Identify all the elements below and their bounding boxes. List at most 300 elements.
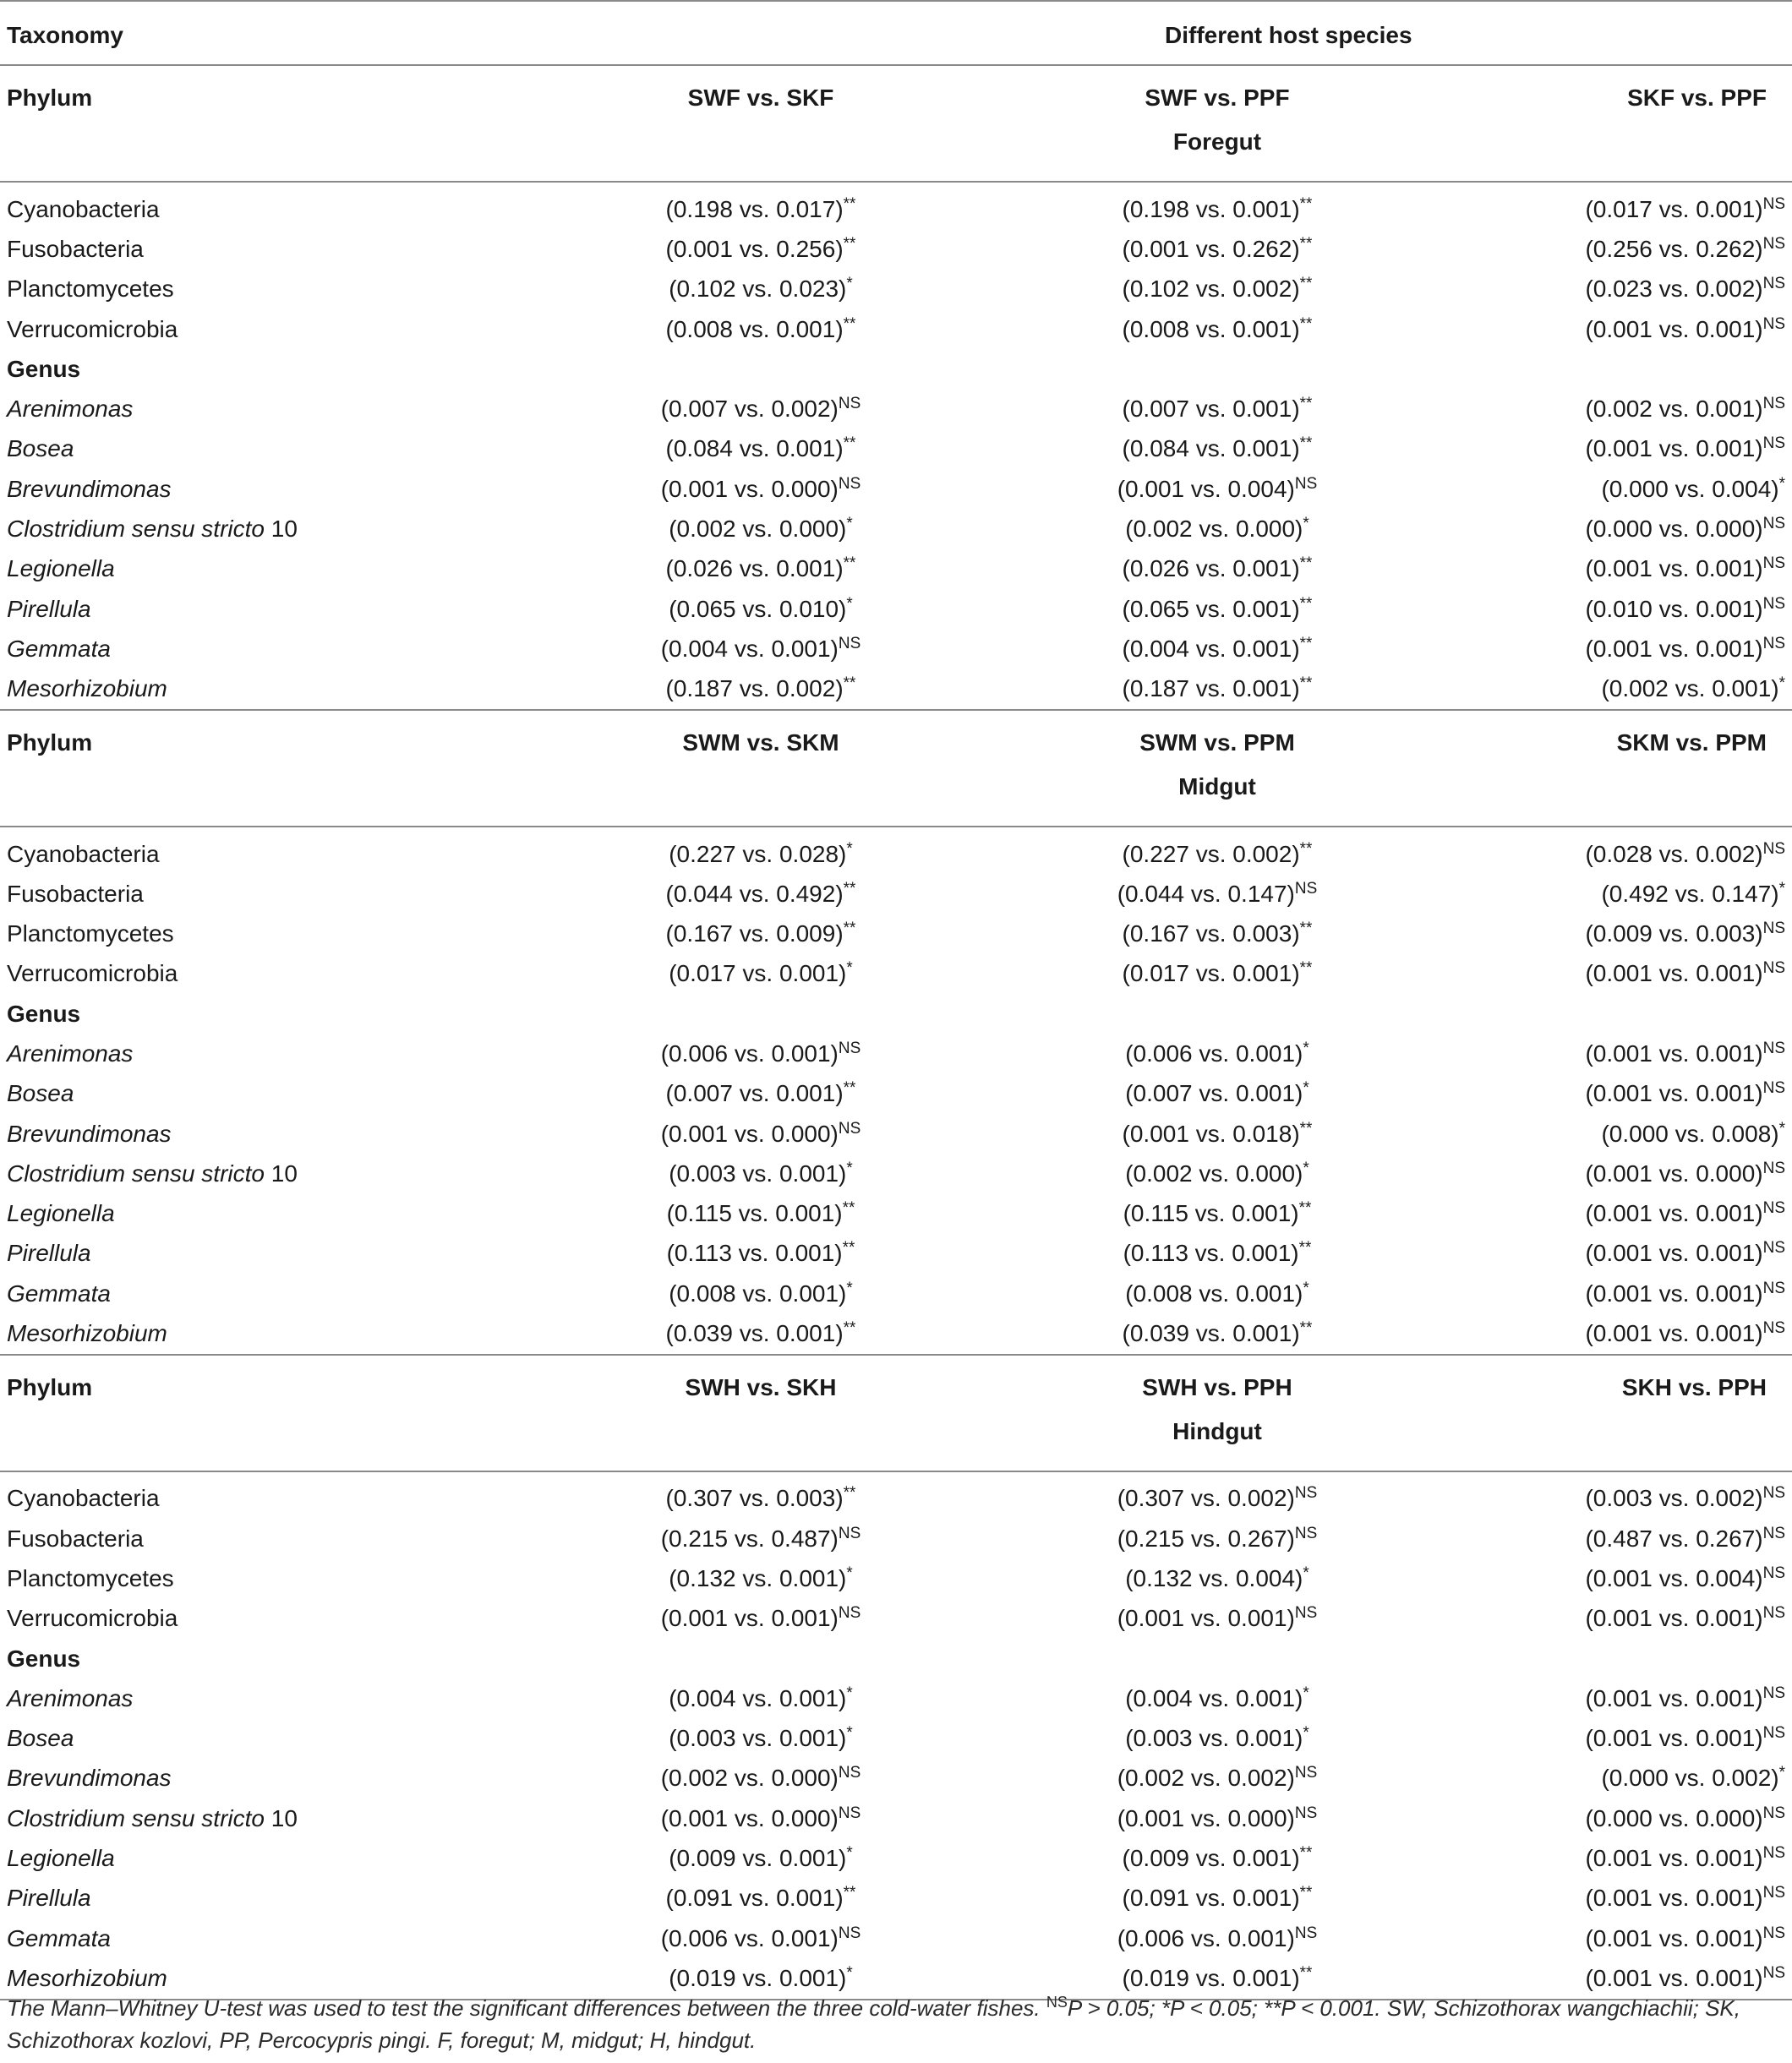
value-text: (0.003 vs. 0.001) [669,1725,847,1752]
comparison-1-value [541,1234,981,1274]
comparison-3-value [1454,389,1792,428]
comparison-2-value [981,1719,1454,1759]
comparison-2-label: SWF vs. PPF [981,65,1454,120]
significance-mark: NS [1762,1684,1785,1702]
value-text: (0.017 vs. 0.001) [1585,195,1763,222]
genus-name: Pirellula [7,595,91,622]
value-text: (0.000 vs. 0.000) [1585,516,1763,543]
significance-mark: * [846,1564,853,1582]
comparison-1-value [541,1313,981,1354]
empty-cell [1454,765,1792,827]
footnote-part2: P > 0.05; *P < 0.05; **P < 0.001. SW, Schizothorax wangchiachii; SK, Schizothorax kozlovi, PP, Percocypris pingi. F, foregut; M, midgut; H, hindgut. [7,1995,1740,2053]
spacer-row [0,827,1792,834]
value-text: (0.001 vs. 0.001) [1585,1280,1763,1307]
value-text: (0.009 vs. 0.001) [1122,1845,1300,1872]
genus-name-cell [0,1918,541,1958]
comparison-3-value [1454,229,1792,269]
significance-mark: * [1303,1039,1309,1057]
significance-mark: ** [843,314,856,333]
phylum-name: Verrucomicrobia [7,315,178,342]
value-text: (0.002 vs. 0.000) [1125,1160,1303,1187]
value-text: (0.017 vs. 0.001) [1122,960,1300,987]
significance-mark: NS [1762,1963,1785,1982]
value-text: (0.001 vs. 0.001) [1585,1885,1763,1912]
genus-name: Mesorhizobium [7,675,167,702]
significance-mark: ** [843,194,856,213]
comparison-3-value [1454,1074,1792,1114]
comparison-2-value [981,1519,1454,1558]
significance-mark: NS [1762,234,1785,253]
significance-mark: * [1303,1279,1309,1297]
value-text: (0.001 vs. 0.004) [1585,1564,1763,1591]
value-text: (0.215 vs. 0.487) [660,1525,839,1552]
value-text: (0.187 vs. 0.001) [1122,675,1300,702]
genus-name-cell [0,1798,541,1838]
value-text: (0.113 vs. 0.001) [1123,1240,1299,1267]
genus-name-cell [0,429,541,469]
comparison-1-value [541,429,981,469]
significance-mark: NS [1762,1524,1785,1542]
value-text: (0.003 vs. 0.001) [669,1160,847,1187]
table-row [0,309,1792,349]
value-text: (0.001 vs. 0.001) [1585,635,1763,662]
empty-cell [541,994,1792,1034]
phylum-name: Planctomycetes [7,920,174,947]
significance-mark: ** [1299,674,1313,693]
significance-mark: ** [1299,554,1313,573]
significance-mark: NS [1294,1924,1318,1942]
value-text: (0.002 vs. 0.002) [1117,1765,1295,1792]
value-text: (0.001 vs. 0.001) [660,1605,839,1632]
significance-mark: ** [843,1884,856,1902]
value-text: (0.007 vs. 0.002) [660,396,839,423]
table-body [0,1,1792,2002]
value-text: (0.091 vs. 0.001) [1122,1885,1300,1912]
comparison-3-value [1454,874,1792,914]
phylum-name: Fusobacteria [7,880,144,907]
comparison-3-value [1454,1719,1792,1759]
value-text: (0.001 vs. 0.001) [1585,1080,1763,1107]
significance-mark: ** [1299,1884,1313,1902]
genus-header-row [0,994,1792,1034]
table-row [0,1599,1792,1639]
table-row [0,1074,1792,1114]
comparison-1-value [541,1798,981,1838]
value-text: (0.003 vs. 0.001) [1125,1725,1303,1752]
section-header-row [0,710,1792,765]
genus-name: Bosea [7,1080,74,1107]
genus-name-cell [0,1838,541,1878]
value-text: (0.006 vs. 0.001) [1125,1040,1303,1067]
section-header-row [0,1355,1792,1410]
comparison-1-label: SWM vs. SKM [541,710,981,765]
value-text: (0.091 vs. 0.001) [665,1885,844,1912]
significance-mark: NS [1762,1039,1785,1057]
comparison-1-value [541,1759,981,1798]
significance-mark: ** [843,879,856,898]
value-text: (0.002 vs. 0.000) [669,516,847,543]
significance-mark: * [1303,1684,1309,1702]
comparison-1-value [541,189,981,229]
significance-mark: NS [1762,839,1785,858]
value-text: (0.001 vs. 0.004) [1117,475,1295,502]
comparison-3-value [1454,1234,1792,1274]
genus-name-suffix: 10 [264,1804,298,1831]
significance-mark: NS [1294,1804,1318,1822]
value-text: (0.006 vs. 0.001) [1117,1924,1295,1951]
comparison-1-label: SWH vs. SKH [541,1355,981,1410]
significance-mark: ** [1299,1319,1313,1338]
value-text: (0.102 vs. 0.023) [669,276,847,303]
empty-cell [541,765,981,827]
genus-name: Arenimonas [7,1684,134,1711]
significance-mark: * [846,959,853,978]
significance-mark: ** [843,434,856,453]
significance-mark: NS [838,634,861,652]
value-text: (0.115 vs. 0.001) [1123,1200,1299,1227]
significance-mark: NS [1762,275,1785,293]
comparison-3-value [1454,1678,1792,1718]
comparison-3-value [1454,270,1792,309]
comparison-2-value [981,1678,1454,1718]
spacer-row [0,1471,1792,1479]
significance-mark: ** [1299,395,1313,413]
value-text: (0.044 vs. 0.492) [665,880,844,907]
value-text: (0.001 vs. 0.000) [1117,1804,1295,1831]
significance-mark: NS [1762,515,1785,533]
comparison-2-value [981,1798,1454,1838]
comparison-3-value [1454,1599,1792,1639]
value-text: (0.008 vs. 0.001) [1125,1280,1303,1307]
comparison-3-value [1454,914,1792,953]
gut-label-row [0,765,1792,827]
comparison-2-value [981,1759,1454,1798]
comparison-1-value [541,1034,981,1073]
comparison-1-value [541,1678,981,1718]
table-row [0,1558,1792,1598]
significance-mark: NS [1762,194,1785,213]
significance-mark: NS [1762,1484,1785,1503]
table-row [0,954,1792,994]
table-row [0,1519,1792,1558]
value-text: (0.187 vs. 0.002) [665,675,844,702]
significance-mark: NS [1762,395,1785,413]
comparison-1-value [541,589,981,629]
significance-mark: NS [1294,1524,1318,1542]
comparison-1-value [541,549,981,589]
significance-mark: NS [1762,1844,1785,1863]
significance-mark: ** [1298,1199,1312,1218]
value-text: (0.006 vs. 0.001) [660,1924,839,1951]
phylum-name: Cyanobacteria [7,840,160,867]
genus-name-cell [0,629,541,669]
spacer-cell [0,1471,1792,1479]
value-text: (0.001 vs. 0.001) [1585,1240,1763,1267]
significance-mark: * [846,1159,853,1177]
value-text: (0.115 vs. 0.001) [666,1200,843,1227]
value-text: (0.492 vs. 0.147) [1601,880,1779,907]
significance-mark: ** [1299,434,1313,453]
significance-mark: ** [842,1199,855,1218]
value-text: (0.167 vs. 0.003) [1122,920,1300,947]
table-row [0,874,1792,914]
comparison-1-value [541,1194,981,1234]
significance-mark: NS [1762,1279,1785,1297]
comparison-3-value [1454,309,1792,349]
significance-mark: * [1303,1079,1309,1098]
value-text: (0.113 vs. 0.001) [666,1240,843,1267]
empty-cell [0,765,541,827]
significance-mark: * [1778,1119,1785,1138]
significance-mark: ** [843,1484,856,1503]
comparison-1-value [541,1838,981,1878]
significance-mark: NS [838,1764,861,1782]
value-text: (0.000 vs. 0.002) [1601,1765,1779,1792]
value-text: (0.010 vs. 0.001) [1585,595,1763,622]
table-row [0,914,1792,953]
significance-mark: ** [1299,920,1313,938]
significance-mark: * [1303,1159,1309,1177]
comparison-2-value [981,189,1454,229]
table-row [0,1719,1792,1759]
value-text: (0.001 vs. 0.000) [1585,1160,1763,1187]
phylum-label: Phylum [0,710,541,765]
genus-name-cell [0,1114,541,1154]
significance-mark: ** [843,1319,856,1338]
comparison-1-value [541,1154,981,1193]
significance-mark: NS [1762,920,1785,938]
significance-mark: * [1303,1724,1309,1743]
significance-mark: ** [843,674,856,693]
value-text: (0.001 vs. 0.001) [1585,555,1763,582]
table-row [0,589,1792,629]
comparison-2-label: SWH vs. PPH [981,1355,1454,1410]
value-text: (0.044 vs. 0.147) [1117,880,1295,907]
genus-name-cell [0,549,541,589]
comparison-1-value [541,309,981,349]
genus-name-cell [0,469,541,509]
value-text: (0.001 vs. 0.001) [1585,960,1763,987]
value-text: (0.132 vs. 0.001) [669,1564,847,1591]
value-text: (0.026 vs. 0.001) [665,555,844,582]
significance-mark: NS [1762,1604,1785,1623]
genus-name-cell [0,1274,541,1313]
significance-mark: * [1778,1764,1785,1782]
phylum-name: Fusobacteria [7,1525,144,1552]
significance-mark: * [846,1844,853,1863]
value-text: (0.000 vs. 0.008) [1601,1120,1779,1147]
value-text: (0.017 vs. 0.001) [669,960,847,987]
genus-name: Gemmata [7,1924,111,1951]
significance-mark: ** [1299,275,1313,293]
value-text: (0.001 vs. 0.001) [1585,315,1763,342]
significance-mark: NS [1762,314,1785,333]
gut-label-row [0,1410,1792,1471]
table-row [0,429,1792,469]
table-row [0,1798,1792,1838]
genus-name: Gemmata [7,635,111,662]
genus-name-cell [0,1154,541,1193]
significance-mark: * [1303,515,1309,533]
comparison-2-value [981,549,1454,589]
genus-header-row [0,1639,1792,1678]
significance-mark: NS [1294,474,1318,493]
comparison-2-value [981,1194,1454,1234]
comparison-2-value [981,1479,1454,1519]
comparison-1-value [541,1879,981,1918]
comparison-2-value [981,1074,1454,1114]
comparison-2-value [981,509,1454,548]
significance-mark: NS [1762,1924,1785,1942]
significance-mark: ** [1299,634,1313,652]
comparison-3-value [1454,1838,1792,1878]
phylum-label: Phylum [0,65,541,120]
genus-name-suffix: 10 [264,516,298,543]
significance-mark: NS [838,474,861,493]
significance-mark: NS [1762,434,1785,453]
value-text: (0.000 vs. 0.000) [1585,1804,1763,1831]
table-row [0,629,1792,669]
phylum-name: Verrucomicrobia [7,960,178,987]
genus-name: Mesorhizobium [7,1964,167,1991]
value-text: (0.023 vs. 0.002) [1585,276,1763,303]
comparison-2-value [981,1599,1454,1639]
significance-mark: NS [838,1119,861,1138]
significance-mark: NS [1762,1199,1785,1218]
comparison-3-value [1454,1558,1792,1598]
phylum-name: Cyanobacteria [7,1485,160,1512]
comparison-3-value [1454,189,1792,229]
value-text: (0.001 vs. 0.001) [1117,1605,1295,1632]
phylum-name: Cyanobacteria [7,195,160,222]
value-text: (0.167 vs. 0.009) [665,920,844,947]
genus-name: Arenimonas [7,1040,134,1067]
phylum-name: Fusobacteria [7,235,144,262]
comparison-1-value [541,270,981,309]
comparison-2-value [981,954,1454,994]
value-text: (0.215 vs. 0.267) [1117,1525,1295,1552]
genus-name: Gemmata [7,1280,111,1307]
genus-name-cell [0,1034,541,1073]
genus-name-cell [0,1074,541,1114]
genus-name: Brevundimonas [7,1120,172,1147]
significance-mark: * [846,1279,853,1297]
spacer-cell [0,827,1792,834]
genus-label: Genus [7,355,81,382]
value-text: (0.028 vs. 0.002) [1585,840,1763,867]
value-text: (0.001 vs. 0.001) [1585,1725,1763,1752]
significance-mark: NS [838,395,861,413]
significance-mark: NS [838,1804,861,1822]
table-row [0,1879,1792,1918]
significance-mark: * [1778,674,1785,693]
significance-mark: NS [838,1524,861,1542]
comparison-1-label: SWF vs. SKF [541,65,981,120]
value-text: (0.002 vs. 0.000) [1125,516,1303,543]
comparison-2-value [981,1274,1454,1313]
table-row [0,389,1792,428]
value-text: (0.001 vs. 0.001) [1585,435,1763,462]
comparison-3-value [1454,589,1792,629]
comparison-3-value [1454,1759,1792,1798]
comparison-2-value [981,1313,1454,1354]
gut-label-row [0,120,1792,182]
significance-mark: ** [1298,1239,1312,1258]
comparison-3-value [1454,1313,1792,1354]
comparison-3-value [1454,429,1792,469]
genus-name: Clostridium sensu stricto [7,516,265,543]
value-text: (0.084 vs. 0.001) [1122,435,1300,462]
table-row [0,1034,1792,1073]
comparison-1-value [541,1599,981,1639]
significance-mark: ** [1299,234,1313,253]
genus-name: Bosea [7,1725,74,1752]
value-text: (0.039 vs. 0.001) [1122,1320,1300,1347]
significance-mark: ** [1299,1119,1313,1138]
value-text: (0.003 vs. 0.002) [1585,1485,1763,1512]
genus-name: Clostridium sensu stricto [7,1804,265,1831]
value-text: (0.004 vs. 0.001) [1125,1684,1303,1711]
genus-name: Pirellula [7,1885,91,1912]
value-text: (0.008 vs. 0.001) [665,315,844,342]
significance-mark: NS [1294,1604,1318,1623]
value-text: (0.307 vs. 0.002) [1117,1485,1295,1512]
significance-mark: * [1778,474,1785,493]
value-text: (0.132 vs. 0.004) [1125,1564,1303,1591]
genus-name-cell [0,1234,541,1274]
value-text: (0.227 vs. 0.028) [669,840,847,867]
gut-section-label: Midgut [981,765,1454,827]
significance-mark: NS [1762,554,1785,573]
value-text: (0.002 vs. 0.001) [1585,396,1763,423]
value-text: (0.007 vs. 0.001) [1125,1080,1303,1107]
comparison-2-label: SWM vs. PPM [981,710,1454,765]
value-text: (0.001 vs. 0.001) [1585,1605,1763,1632]
comparison-2-value [981,669,1454,710]
comparison-3-label: SKH vs. PPH [1454,1355,1792,1410]
value-text: (0.487 vs. 0.267) [1585,1525,1763,1552]
comparison-3-value [1454,1798,1792,1838]
value-text: (0.001 vs. 0.001) [1585,1040,1763,1067]
comparison-3-value [1454,954,1792,994]
gut-section-label: Hindgut [981,1410,1454,1471]
comparison-2-value [981,1918,1454,1958]
comparison-3-label: SKM vs. PPM [1454,710,1792,765]
section-header-row [0,65,1792,120]
comparison-2-value [981,270,1454,309]
genus-name-cell [0,1879,541,1918]
genus-name: Legionella [7,1845,115,1872]
gut-section-label: Foregut [981,120,1454,182]
comparison-3-value [1454,549,1792,589]
value-text: (0.001 vs. 0.001) [1585,1924,1763,1951]
value-text: (0.084 vs. 0.001) [665,435,844,462]
significance-mark: NS [1762,1884,1785,1902]
value-text: (0.002 vs. 0.000) [660,1765,839,1792]
value-text: (0.065 vs. 0.001) [1122,595,1300,622]
value-text: (0.001 vs. 0.000) [660,1804,839,1831]
value-text: (0.004 vs. 0.001) [669,1684,847,1711]
comparison-3-value [1454,1879,1792,1918]
genus-name-cell [0,1313,541,1354]
comparison-1-value [541,229,981,269]
significance-mark: NS [1762,1239,1785,1258]
comparison-3-value [1454,1114,1792,1154]
significance-mark: ** [843,554,856,573]
significance-mark: NS [1762,634,1785,652]
genus-name: Legionella [7,1200,115,1227]
genus-name-suffix: 10 [264,1160,298,1187]
